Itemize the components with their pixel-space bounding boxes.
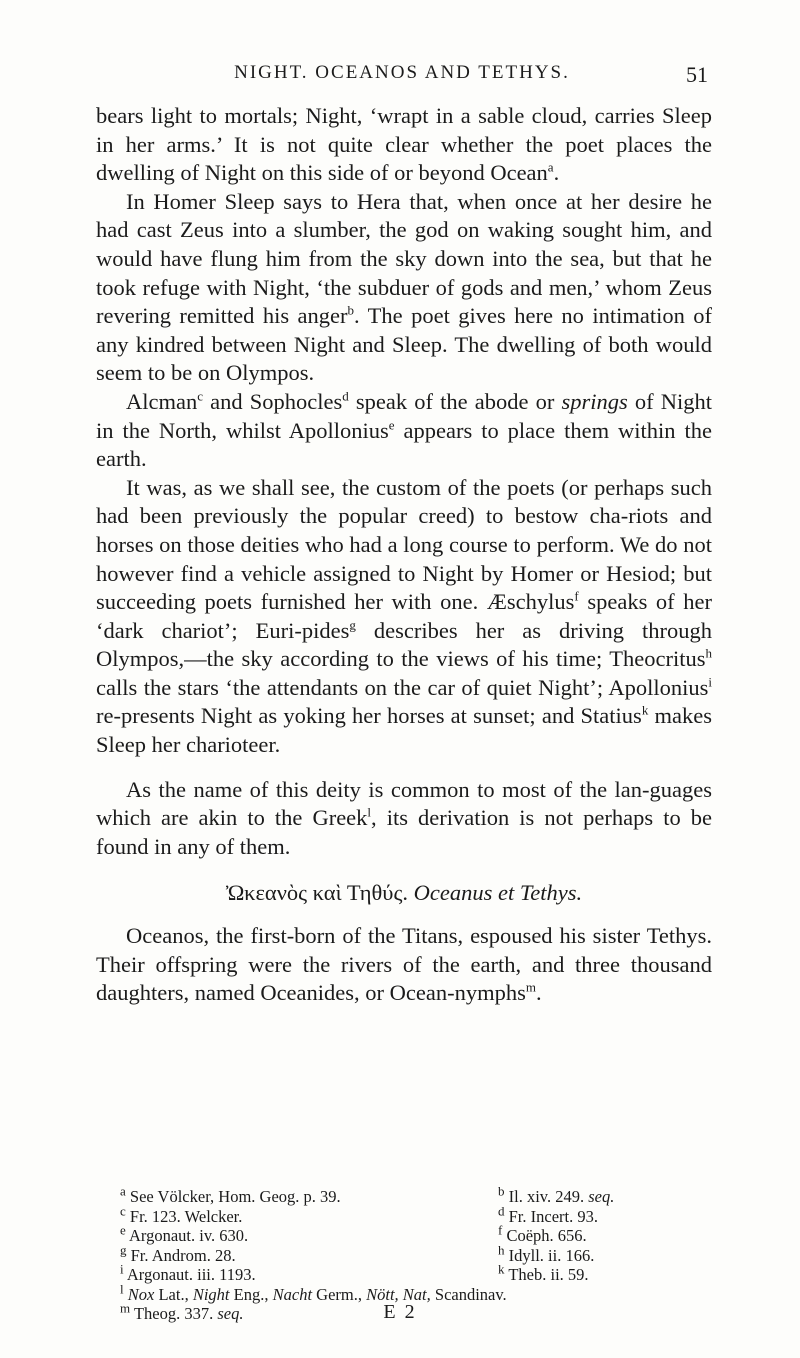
footnote-text-italic: seq. [588,1187,615,1206]
p4-t1: It was, as we shall see, the custom of the poets (or perhaps such had been previously the popular creed) to bestow cha-riots and horses on those deities who had a long course to perform. We do not however find a vehicle assigned to Night by Homer or Hesiod; but succeeding poets furnished her with one. Æschylus [96,474,712,615]
paragraph-4 [96,474,712,760]
p6-t2: . [535,980,542,1006]
footnote-mark: l [120,1281,124,1296]
footnote-e [120,1222,498,1246]
footnote-text: Fr. Incert. 93. [508,1206,598,1226]
paragraph-5 [96,776,712,862]
footnote-text: Fr. 123. Welcker. [129,1206,243,1226]
footnote-mark: d [498,1203,505,1218]
p6-t1: Oceanos, the first-born of the Titans, espoused his sister Tethys. Their offspring were the rivers of the earth, and three thousand daughters, named Oceanides, or Ocean-nymphs [96,923,712,1006]
p3-alcman: Alcman [126,388,198,414]
footnote-text: Il. xiv. 249. [508,1187,589,1206]
footnote-d [498,1203,720,1227]
footnote-text: Fr. Androm. 28. [130,1245,236,1265]
p3-of-night: of Night in the North, whilst Apollonius [96,388,713,443]
footnote-row [120,1203,720,1227]
paragraph-6 [96,922,712,1008]
section-heading-latin: Oceanus et Tethys. [413,880,583,906]
footnote-text: Theb. ii. 59. [508,1265,589,1284]
footnote-text-italic: seq. [217,1304,244,1323]
footnote-ref-e: e [388,417,395,433]
paragraph-1-text: bears light to mortals; Night, ‘wrapt in a sable cloud, carries Sleep in her arms.’ It is not quite clear whether the poet places the dwelling of Night on this side of or beyond Ocean [96,103,712,186]
p3-appears: appears to place them within the earth. [96,417,712,472]
signature-mark: E 2 [383,1301,417,1323]
footnote-ref-f: f [574,588,579,604]
running-header [96,62,708,92]
footnote-i [120,1261,498,1285]
p4-t2: speaks of her ‘dark chariot’; Euri-pides [96,589,712,643]
p4-t6: makes Sleep her charioteer. [96,703,713,758]
section-heading [96,879,712,908]
footnote-ref-c: c [197,388,204,404]
footnote-mark: k [498,1261,505,1277]
footnote-text: Scandinav. [430,1284,507,1304]
footnote-a [120,1183,498,1207]
footnote-f [498,1222,720,1246]
p5-t1: As the name of this deity is common to most of the lan-guages which are akin to the Greek [96,776,712,831]
footnote-mark: a [120,1183,126,1199]
footnote-row [120,1183,720,1207]
paragraph-3 [96,388,712,474]
footnote-row [120,1222,720,1246]
footnote-mark: f [498,1222,503,1238]
footnote-mark: g [120,1242,127,1257]
p5-t2: , its derivation is not perhaps to be found in any of them. [96,805,712,859]
footnote-ref-k: k [641,702,649,718]
footnote-ref-g: g [349,617,356,633]
running-title: NIGHT. OCEANOS AND TETHYS. [234,62,570,83]
paragraph-2-tail: . [354,303,360,329]
footnote-text: Argonaut. iii. 1193. [126,1265,256,1284]
footnote-text: Argonaut. iv. 630. [129,1226,249,1245]
footnote-c [120,1203,498,1227]
footnote-ref-h: h [705,645,712,661]
footnote-ref-a: a [547,159,554,175]
p3-speak: speak of the abode or [348,388,562,414]
footnote-text-italic: Nött, Nat, [366,1284,431,1304]
footnote-mark: i [120,1261,124,1277]
footnote-text: Germ., [312,1284,367,1304]
footnote-ref-b: b [347,302,354,318]
footnote-text: Lat., [154,1284,193,1304]
footnote-ref-m: m [525,979,536,995]
footnote-mark: e [120,1222,126,1238]
footnote-row [120,1242,720,1266]
footnote-text: Idyll. ii. 166. [508,1245,595,1265]
footnote-mark: h [498,1242,505,1257]
p3-springs: springs [561,388,628,414]
page-number: 51 [686,62,708,87]
footnote-text: Eng., [229,1284,273,1304]
paragraph-2-text: In Homer Sleep says to Hera that, when once at her desire he had cast Zeus into a slumber, the god on waking sought him, and would have flung him from the sky down into the sea, but that he took refuge with Night, ‘the subduer of gods and men,’ whom Zeus revering remitted his anger [96,188,712,329]
footnote-mark: c [120,1203,126,1218]
footnote-row [120,1261,720,1285]
section-heading-greek: Ὠκεανὸς καὶ Τηθύς. [225,880,408,906]
paragraph-1-tail: . [553,160,560,186]
footnote-h [498,1242,720,1266]
footnote-b [498,1183,720,1207]
footnote-mark: m [120,1300,131,1316]
p4-t5: re-presents Night as yoking her horses at sunset; and Statius [96,703,642,729]
footnote-mark: b [498,1183,505,1199]
paragraph-2 [96,188,712,388]
footnote-k [498,1261,720,1285]
footnote-text: Coëph. 656. [506,1226,587,1245]
page-body [96,102,712,1008]
footnote-text-italic: Nox [127,1284,155,1304]
footnote-g [120,1242,498,1266]
footnote-ref-d: d [342,388,349,404]
paragraph-2-cont: The poet gives here no intimation of any kindred between Night and Sleep. The dwelling of both would seem to be on Olympos. [96,303,713,386]
p3-sophocles: and Sophocles [203,388,343,414]
paragraph-1 [96,102,712,188]
footnote-ref-l: l [367,804,372,820]
p4-t3: describes her as driving through Olympos,—the sky according to the views of his time; Theocritus [96,617,712,672]
p4-t4: calls the stars ‘the attendants on the car of quiet Night’; Apollonius [96,674,709,700]
footnote-ref-i: i [708,674,712,690]
footnote-text: See Völcker, Hom. Geog. p. 39. [129,1187,341,1206]
footnote-text: Theog. 337. [133,1304,218,1323]
footnote-text-italic: Nacht [272,1284,313,1304]
footnote-text-italic: Night [192,1284,230,1304]
